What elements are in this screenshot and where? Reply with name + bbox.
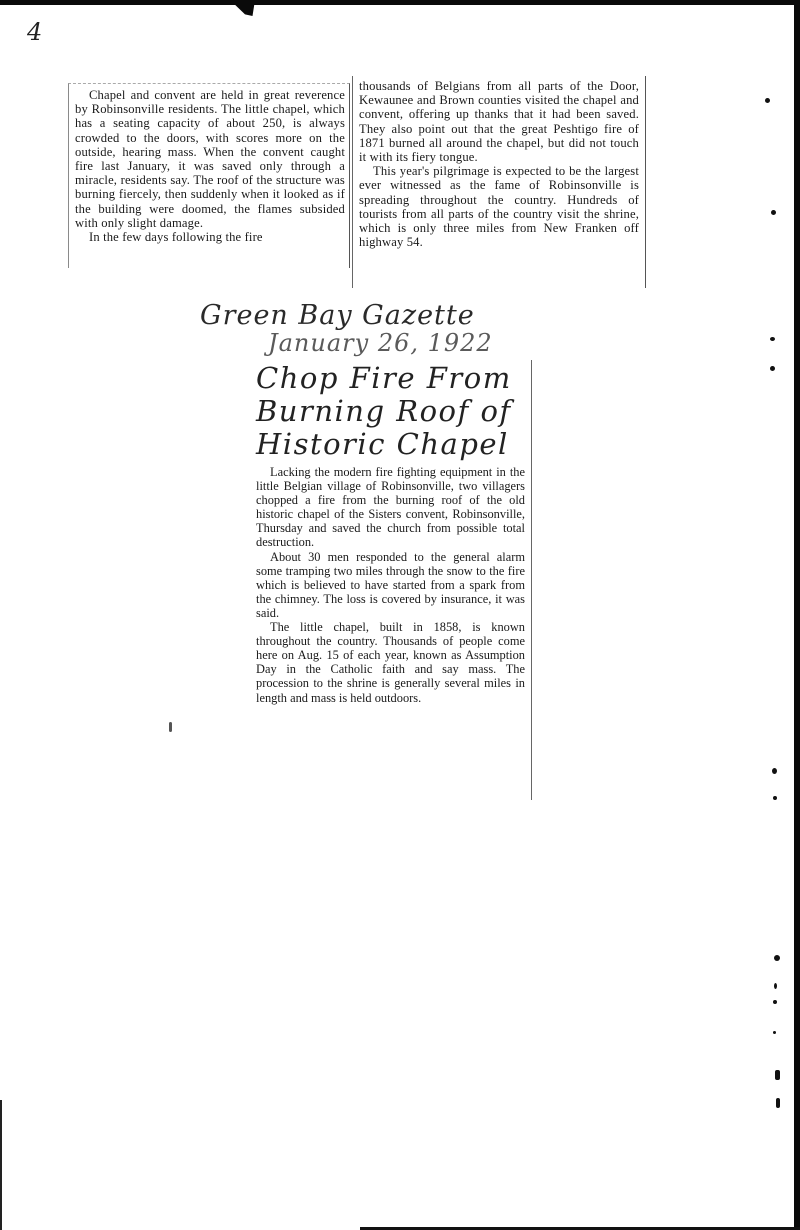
paragraph: thousands of Belgians from all parts of the Door, Kewaunee and Brown counties visited the chapel and convent, offering up thanks that it had been saved. They also point out that the great Peshtigo fire of 1871 burned all around the chapel, but did not touch it with its fiery tongue. [359,79,639,165]
margin-speck [774,955,780,961]
margin-speck [770,337,775,341]
margin-speck [169,722,172,732]
paragraph: About 30 men responded to the general alarm some tramping two miles through the snow to the fire which is believed to have started from a spark from the chimney. The loss is covered by insurance, it was said. [256,549,525,620]
clipping-2-article [250,360,532,800]
page-number: 4 [27,18,43,46]
headline [256,362,525,461]
margin-speck [770,366,775,371]
paragraph: This year's pilgrimage is expected to be the largest ever witnessed as the fame of Robinsonville is spreading throughout the country. Hundreds of tourists from all parts of the country visit the shrine, which is only three miles from New Franken off highway 54. [359,164,639,250]
margin-speck [765,98,770,103]
headline-line: Burning Roof of [256,394,512,428]
paragraph: The little chapel, built in 1858, is known throughout the country. Thousands of people come here on Aug. 15 of each year, known as Assumption Day in the Catholic faith and say mass. The procession to the shrine is generally several miles in length and mass is held outdoors. [256,620,525,705]
margin-speck [776,1098,780,1108]
scan-top-edge [0,0,800,5]
scan-left-edge [0,1100,2,1230]
paragraph: In the few days following the fire [89,230,263,245]
margin-speck [772,768,777,774]
margin-speck [773,1031,776,1034]
article-body [256,465,525,705]
margin-speck [774,983,777,989]
clipping-1-right-column [352,76,646,288]
paragraph: Lacking the modern fire fighting equipment in the little Belgian village of Robinsonville, two villagers chopped a fire from the burning roof of the old historic chapel of the Sisters convent, Robinsonville, Thursday and saved the church from possible total destruction. [256,465,525,550]
headline-line: Chop Fire From [256,361,512,395]
paragraph: Chapel and convent are held in great reverence by Robinsonville residents. The little chapel, which has a seating capacity of about 250, is always crowded to the doors, with scores more on the outside, hearing mass. When the convent caught fire last January, it was saved only through a miracle, residents say. The roof of the structure was burning fiercely, then suddenly when it looked as if the building were doomed, the flames subsided with only slight damage. [75,88,345,230]
margin-speck [773,796,777,800]
handwritten-date-note: January 26, 1922 [268,329,493,357]
scan-right-edge [794,0,800,1230]
handwritten-source-note: Green Bay Gazette [200,300,475,331]
clipping-1-left-column [68,83,350,268]
margin-speck [775,1070,780,1080]
margin-speck [771,210,776,215]
headline-line: Historic Chapel [256,427,509,461]
margin-speck [773,1000,777,1004]
